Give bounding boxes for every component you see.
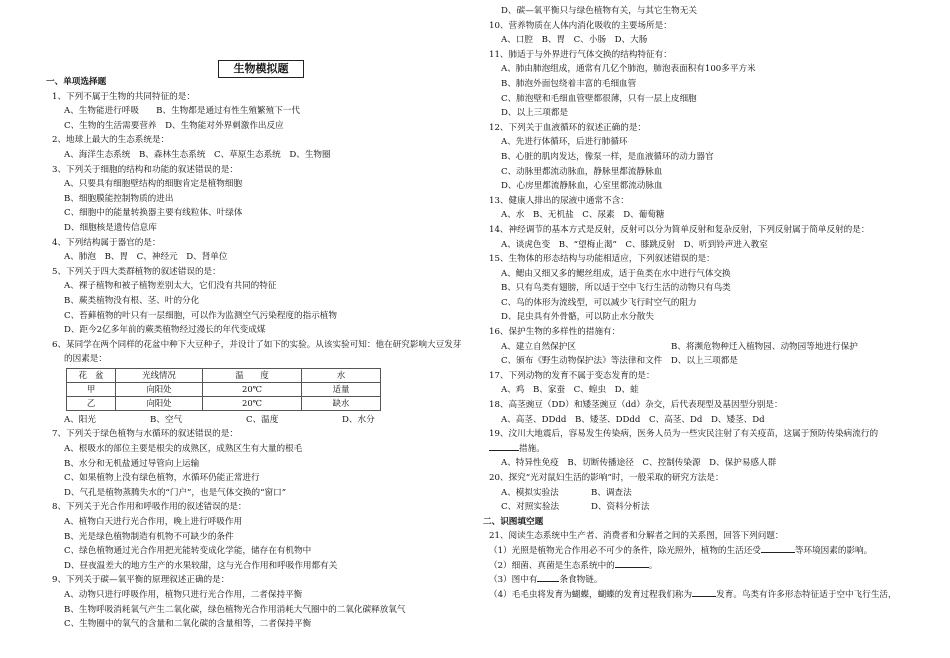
question-4: 4、下列结构属于器官的是： — [52, 237, 161, 248]
option-line: A、海洋生态系统 B、森林生态系统 C、草原生态系统 D、生物圈 — [64, 149, 331, 160]
question-3: 3、下列关于细胞的结构和功能的叙述错误的是： — [52, 164, 238, 175]
option: A、阳光 — [64, 414, 96, 425]
question-1: 1、下列不属于生物的共同特征的是： — [52, 91, 195, 102]
option-line: A、先进行体循环，后进行肺循环 — [501, 137, 628, 148]
option-line: C、颁布《野生动物保护法》等法律和文件 D、以上三项都是 — [501, 356, 738, 367]
option-line: C、肺泡壁和毛细血管壁都很薄，只有一层上皮细胞 — [501, 93, 697, 104]
option-line: C、动脉里都流动脉血，静脉里都流静脉血 — [501, 166, 663, 177]
option-line: D、气孔是植物蒸腾失水的“门户”，也是气体交换的“窗口” — [64, 487, 287, 498]
option: C、对照实验法 — [501, 502, 560, 513]
option-line: D、以上三项都是 — [501, 108, 569, 119]
question-17: 17、下列动物的发育不属于变态发育的是： — [489, 370, 655, 381]
question-9: 9、下列关于碳—氧平衡的原理叙述正确的是： — [52, 575, 230, 586]
table-cell: 向阳处 — [116, 382, 203, 396]
option-line: C、鸟的体形为流线型，可以减少飞行时空气的阻力 — [501, 297, 697, 308]
question-15: 15、生物体的形态结构与功能相适应，下列叙述错误的是： — [489, 254, 715, 265]
option-line: A、根吸水的部位主要是根尖的成熟区，成熟区生有大量的根毛 — [64, 444, 303, 455]
option-line: B、只有鸟类有翅膀，所以适于空中飞行生活的动物只有鸟类 — [501, 283, 731, 294]
option-line: B、水分和无机盐通过导管向上运输 — [64, 458, 200, 469]
question-13: 13、健康人排出的尿液中通常不含： — [489, 195, 629, 206]
option-line: C、细胞中的能量转换器主要有线粒体、叶绿体 — [64, 208, 243, 219]
table-cell: 甲 — [67, 382, 116, 396]
option-line — [483, 486, 923, 501]
answer-blank[interactable] — [537, 581, 559, 582]
answer-blank[interactable] — [489, 450, 519, 451]
question-20: 20、探究“光对鼠妇生活的影响”时，一般采取的研究方法是： — [489, 473, 724, 483]
option: C、温度 — [246, 414, 279, 425]
answer-blank[interactable] — [615, 567, 649, 568]
option: A、生物能进行呼吸 — [64, 106, 139, 117]
experiment-table — [66, 368, 381, 411]
option-line: D、昆虫具有外骨骼，可以防止水分散失 — [501, 312, 654, 323]
option-line: A、鳃由又细又多的鳃丝组成，适于鱼类在水中进行气体交换 — [501, 268, 731, 279]
answer-blank[interactable] — [692, 596, 716, 597]
option-line: A、肺泡 B、胃 C、神经元 D、肾单位 — [64, 252, 228, 263]
option: A、建立自然保护区 — [501, 341, 576, 352]
question-19: 19、汶川大地震后，容易发生传染病，医务人员为一些灾民注射了有关疫苗，这属于预防传染病流行的 — [489, 429, 879, 440]
option: D、资料分析法 — [591, 502, 650, 513]
option-line — [483, 500, 923, 515]
answer-blank[interactable] — [761, 552, 795, 553]
option-line: B、蕨类植物没有根、茎、叶的分化 — [64, 295, 200, 306]
question-10: 10、营养物质在人体内消化吸收的主要场所是： — [489, 20, 672, 31]
table-header: 光线情况 — [116, 368, 203, 382]
question-6: 6、某同学在两个同样的花盆中种下大豆种子，并设计了如下的实验。从该实验可知：他在研究影响大豆发芽 — [52, 339, 462, 350]
option-line: A、口腔 B、胃 C、小肠 D、大肠 — [501, 35, 648, 46]
option-line: A、鸡 B、家蚕 C、蝗虫 D、蛙 — [501, 385, 639, 396]
option-line: D、昼夜温差大的地方生产的水果较甜，这与光合作用和呼吸作用都有关 — [64, 560, 338, 571]
option-line: D、距今2亿多年前的蕨类植物经过漫长的年代变成煤 — [64, 325, 266, 336]
option-line: A、肺由肺泡组成，通常有几亿个肺泡，肺泡表面积有100多平方米 — [501, 64, 756, 75]
question-21-1: （1）光照是植物光合作用必不可少的条件，除光照外，植物的生活还受 等环境因素的影响。 — [489, 545, 873, 556]
table-cell: 20℃ — [203, 382, 302, 396]
table-cell: 缺水 — [302, 396, 381, 410]
option: B、调查法 — [591, 487, 632, 498]
option-line — [46, 413, 466, 428]
option-line: C、苔藓植物的叶只有一层细胞，可以作为监测空气污染程度的指示植物 — [64, 310, 337, 321]
option: B、空气 — [150, 414, 183, 425]
option-line: B、心脏的肌肉发达，像泵一样，是血液循环的动力器官 — [501, 151, 714, 162]
question-18: 18、高茎豌豆（DD）和矮茎豌豆（dd）杂交，后代表现型及基因型分别是： — [489, 400, 783, 411]
option-line: A、动物只进行呼吸作用，植物只进行光合作用，二者保持平衡 — [64, 590, 303, 600]
option-line: A、谈虎色变 B、“望梅止渴” C、膝跳反射 D、听到铃声进入教室 — [501, 239, 768, 250]
question-21-4: （4）毛毛虫将发育为蝴蝶，蝴蝶的发育过程我们称为 发育。鸟类有许多形态特征适于空中飞行生活， — [489, 589, 897, 600]
option-line — [483, 340, 923, 355]
option-line: B、细胞膜能控制物质的进出 — [64, 193, 174, 204]
option-line: D、心房里都流静脉血，心室里都流动脉血 — [501, 181, 663, 192]
question-2: 2、地球上最大的生态系统是： — [52, 135, 170, 146]
right-column — [483, 4, 923, 602]
option-line: C、生物的生活需要营养 D、生物能对外界刺激作出反应 — [64, 120, 284, 131]
table-header: 花 盆 — [67, 368, 116, 382]
table-header-row — [67, 368, 381, 382]
option-line: A、裸子植物和被子植物差别太大，它们没有共同的特征 — [64, 281, 277, 292]
question-7: 7、下列关于绿色植物与水循环的叙述错误的是： — [52, 429, 238, 440]
question-14: 14、神经调节的基本方式是反射，反射可以分为简单反射和复杂反射，下列反射属于简单反射的是： — [489, 224, 870, 235]
question-8: 8、下列关于光合作用和呼吸作用的叙述错误的是： — [52, 502, 247, 513]
question-21-2: （2）细菌、真菌是生态系统中的 。 — [489, 560, 658, 571]
table-cell: 向阳处 — [116, 396, 203, 410]
page-title: 生物模拟题 — [218, 60, 304, 78]
option-line: A、植物白天进行光合作用，晚上进行呼吸作用 — [64, 517, 243, 528]
option-line: C、生物圈中的氧气的含量和二氧化碳的含量相等，二者保持平衡 — [64, 619, 312, 630]
question-16: 16、保护生物的多样性的措施有： — [489, 327, 621, 338]
option-line: B、肺泡外面包绕着丰富的毛细血管 — [501, 78, 637, 89]
option-line: D、碳—氧平衡只与绿色植物有关，与其它生物无关 — [501, 6, 697, 16]
option: B、将濒危物种迁入植物园、动物园等地进行保护 — [671, 341, 858, 352]
option-line — [46, 104, 466, 119]
table-cell: 乙 — [67, 396, 116, 410]
option-line: D、细胞核是遗传信息库 — [64, 222, 157, 233]
question-5: 5、下列关于四大类群植物的叙述错误的是： — [52, 266, 221, 277]
option-line: A、高茎、DDdd B、矮茎、DDdd C、高茎、Dd D、矮茎、Dd — [501, 414, 765, 425]
question-11: 11、肺适于与外界进行气体交换的结构特征有： — [489, 49, 672, 60]
option-line: B、光是绿色植物制造有机物不可缺少的条件 — [64, 531, 234, 542]
option-line: A、只要具有细胞壁结构的细胞肯定是植物细胞 — [64, 179, 243, 190]
table-header: 水 — [302, 368, 381, 382]
option-line: C、绿色植物通过光合作用把光能转变成化学能，储存在有机物中 — [64, 546, 312, 557]
question-6-cont: 的因素是： — [64, 354, 107, 365]
section-heading: 一、单项选择题 — [46, 77, 107, 87]
table-header: 温 度 — [203, 368, 302, 382]
question-21: 21、阅读生态系统中生产者、消费者和分解者之间的关系图，回答下列问题： — [489, 531, 784, 542]
section-heading: 二、识图填空题 — [483, 516, 544, 527]
option-line: A、水 B、无机盐 C、尿素 D、葡萄糖 — [501, 210, 665, 221]
option-line: B、生物呼吸消耗氧气产生二氧化碳，绿色植物光合作用消耗大气圈中的二氧化碳释放氧气 — [64, 604, 406, 615]
table-cell: 20℃ — [203, 396, 302, 410]
option: A、模拟实验法 — [501, 487, 559, 498]
option: B、生物都是通过有性生殖繁殖下一代 — [156, 106, 300, 117]
option-line: A、特异性免疫 B、切断传播途径 C、控制传染源 D、保护易感人群 — [501, 458, 777, 469]
left-column — [46, 58, 466, 632]
table-row — [67, 396, 381, 410]
question-12: 12、下列关于血液循环的叙述正确的是： — [489, 122, 647, 133]
option-line: C、如果植物上没有绿色植物，水循环仍能正常进行 — [64, 473, 260, 484]
question-21-3: （3）图中有 条食物链。 — [489, 575, 603, 586]
table-cell: 适量 — [302, 382, 381, 396]
option: D、水分 — [342, 414, 375, 425]
question-19-cont: 措施。 — [483, 442, 923, 457]
table-row — [67, 382, 381, 396]
